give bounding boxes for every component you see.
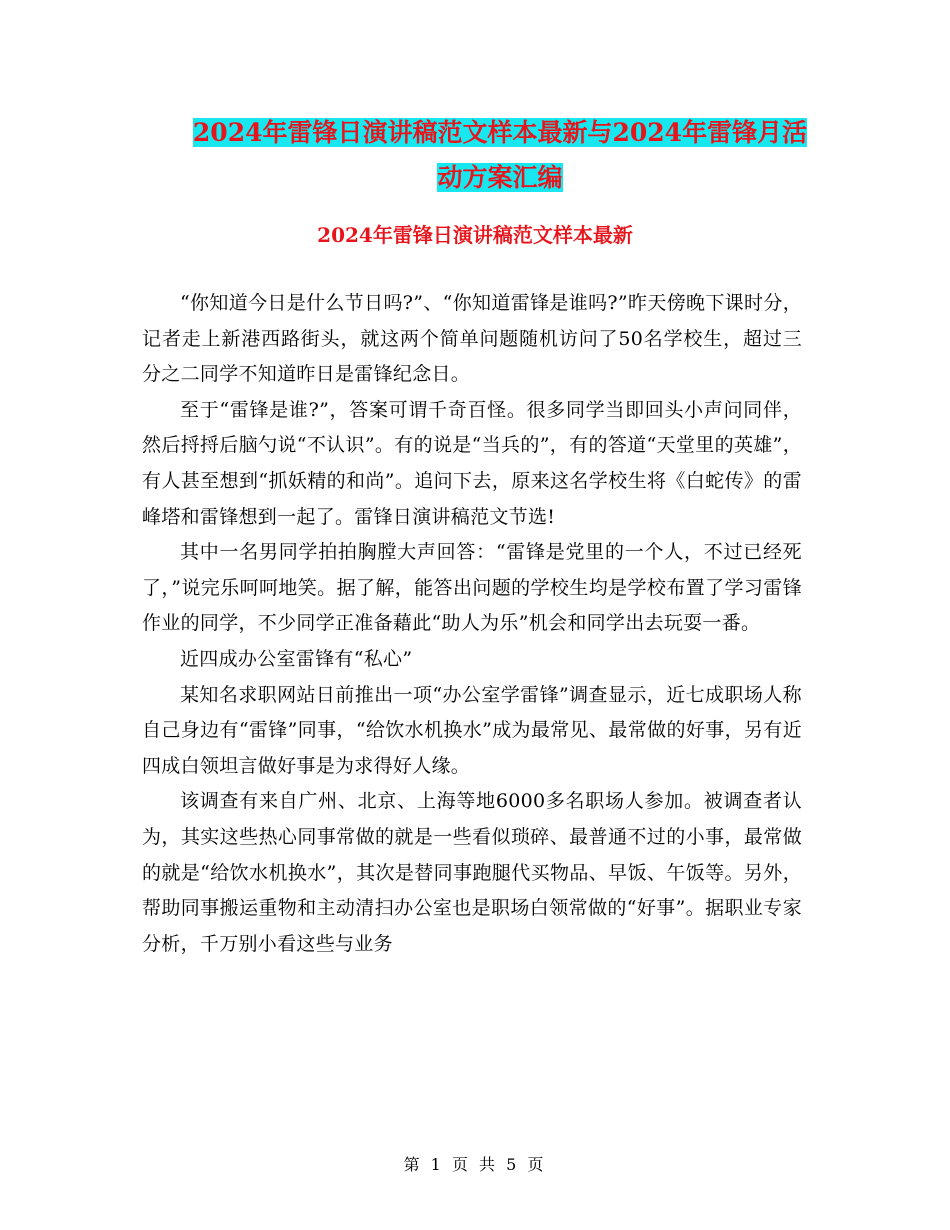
main-title-line-1: 2024年雷锋日演讲稿范文样本最新与2024年雷锋月活 — [192, 118, 808, 147]
main-title-line-2: 动方案汇编 — [437, 163, 563, 192]
paragraph: 至于“雷锋是谁?”，答案可谓千奇百怪。很多同学当即回头小声问同伴，然后捋捋后脑勺说“不认识”。有的说是“当兵的”，有的答道“天堂里的英雄”，有人甚至想到“抓妖精的和尚”。追问下去，原来这名学校生将《白蛇传》的雷峰塔和雷锋想到一起了。雷锋日演讲稿范文节选! — [142, 398, 802, 528]
document-body — [142, 286, 802, 962]
paragraph: 近四成办公室雷锋有“私心” — [180, 647, 413, 670]
paragraph: “你知道今日是什么节日吗?”、“你知道雷锋是谁吗?”昨天傍晚下课时分，记者走上新港西路街头，就这两个简单问题随机访问了50名学校生，超过三分之二同学不知道昨日是雷锋纪念日。 — [142, 292, 802, 386]
paragraph: 该调查有来自广州、北京、上海等地6000多名职场人参加。被调查者认为，其实这些热心同事常做的就是一些看似琐碎、最普通不过的小事，最常做的就是“给饮水机换水”，其次是替同事跑腿代买物品、早饭、午饭等。另外，帮助同事搬运重物和主动清扫办公室也是职场白领常做的“好事”。据职业专家分析，千万别小看这些与业务 — [142, 790, 802, 955]
page-footer: 第 1 页 共 5 页 — [403, 1155, 547, 1174]
paragraph: 其中一名男同学拍拍胸膛大声回答：“雷锋是党里的一个人，不过已经死了，”说完乐呵呵地笑。据了解，能答出问题的学校生均是学校布置了学习雷锋作业的同学，不少同学正准备藉此“助人为乐”机会和同学出去玩耍一番。 — [142, 541, 802, 635]
document-main-title — [140, 110, 860, 200]
section-subtitle: 2024年雷锋日演讲稿范文样本最新 — [317, 223, 633, 247]
paragraph: 某知名求职网站日前推出一项“办公室学雷锋”调查显示，近七成职场人称自己身边有“雷锋”同事，“给饮水机换水”成为最常见、最常做的好事，另有近四成白领坦言做好事是为求得好人缘。 — [142, 683, 802, 777]
